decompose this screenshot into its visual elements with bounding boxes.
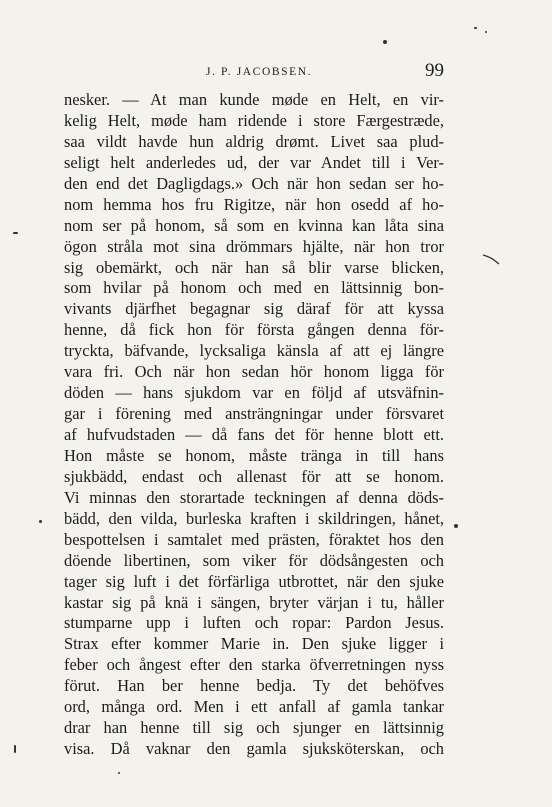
body-text (64, 90, 444, 760)
text-line: nom ser på honom, så som en kvinna kan låta sina (64, 215, 444, 235)
text-line: gar i förening med ansträngningar under försvaret (64, 404, 444, 424)
text-line: sig obemärkt, och när han så blir varse blicken, (64, 257, 444, 277)
text-line: visa. Då vaknar den gamla sjuksköterskan, och (64, 739, 444, 759)
text-line: kastar sig på knä i sängen, bryter värjan i tu, håller (64, 592, 444, 612)
text-line: bespottelsen i samtalet med prästen, föraktet hos den (64, 529, 444, 549)
text-line: tryckta, bäfvande, lycksaliga känsla af att ej längre (64, 341, 444, 361)
text-line: förut. Han ber henne bedja. Ty det behöfves (64, 676, 444, 696)
text-line: feber och ångest efter den starka öfverretningen nyss (64, 655, 444, 675)
text-line: nom hemma hos fru Rigitze, när hon osedd af ho- (64, 194, 444, 214)
text-line: vara fri. Och när hon sedan hör honom ligga för (64, 362, 444, 382)
text-line: sjukbädd, endast och allenast för att se honom. (64, 466, 444, 486)
text-line: seligt helt anderledes ud, der var Andet till i Ver- (64, 152, 444, 172)
scan-speck (39, 520, 42, 523)
scan-speck (14, 745, 16, 753)
text-line: saa vildt havde hun aldrig drømt. Livet saa plud- (64, 131, 444, 151)
scan-speck (454, 524, 458, 528)
text-line: ögon stråla mot sina drömmars hjälte, när hon tror (64, 236, 444, 256)
text-line: vivants djärfhet begagnar sig däraf för att kyssa (64, 299, 444, 319)
scan-speck (13, 232, 18, 234)
text-line: stumparne upp i luften och ropar: Pardon Jesus. (64, 613, 444, 633)
page-number: 99 (425, 60, 444, 81)
text-line: Vi minnas den storartade teckningen af denna döds- (64, 487, 444, 507)
text-line: tager sig luft i det förfärliga utbrottet, när den sjuke (64, 571, 444, 591)
margin-mark (482, 253, 502, 265)
text-line: den end det Dagligdags.» Och när hon sedan ser ho- (64, 173, 444, 193)
text-line: bädd, den vilda, burleska kraften i skildringen, hånet, (64, 508, 444, 528)
text-line: döende libertinen, som viker för dödsångesten och (64, 550, 444, 570)
text-line: drar han henne till sig och sjunger en lättsinnig (64, 718, 444, 738)
running-head-author: J. P. JACOBSEN. (206, 66, 313, 78)
text-line: som hvilar på honom och med en lättsinnig bon- (64, 278, 444, 298)
text-line: döden — hans sjukdom var en följd af utsväfnin- (64, 383, 444, 403)
text-line: Hon måste se honom, måste tränga in till hans (64, 445, 444, 465)
text-line: Strax efter kommer Marie in. Den sjuke ligger i (64, 634, 444, 654)
scan-speck (485, 31, 487, 33)
running-head (64, 60, 444, 84)
text-line: henne, då fick hon för första gången denna för- (64, 320, 444, 340)
text-line: ord, många ord. Men i ett anfall af gamla tankar (64, 697, 444, 717)
scan-speck (118, 772, 120, 774)
scan-speck (474, 27, 477, 29)
scan-speck (383, 40, 387, 44)
text-line: nesker. — At man kunde møde en Helt, en vir- (64, 90, 444, 109)
text-line: af hufvudstaden — då fans det för henne blott ett. (64, 425, 444, 444)
text-line: kelig Helt, møde ham ridende i store Færgestræde, (64, 110, 444, 130)
